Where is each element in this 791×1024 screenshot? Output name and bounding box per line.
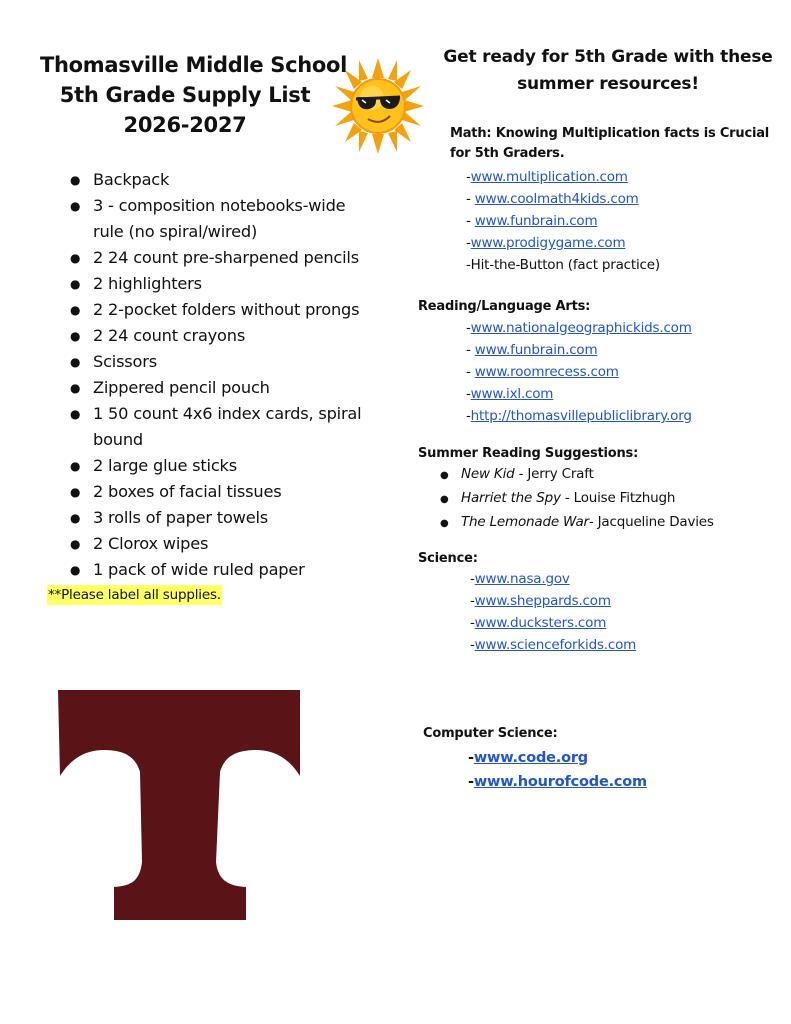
bullet-icon: ● (70, 277, 81, 291)
supply-item-text: 2 Clorox wipes (93, 534, 209, 553)
book-title: New Kid (461, 466, 515, 482)
computer-science-heading: Computer Science: (423, 726, 558, 741)
supply-item-text: 2 2-pocket folders without prongs (93, 300, 360, 319)
supply-item-text: 2 large glue sticks (93, 456, 237, 475)
bullet-icon: ● (440, 494, 449, 505)
resource-item (468, 770, 647, 794)
resource-link[interactable]: http://thomasvillepubliclibrary.org (470, 408, 692, 424)
math-heading-line2: for 5th Graders. (450, 146, 565, 161)
bullet-icon: ● (70, 563, 81, 577)
resource-item (466, 317, 692, 339)
resource-prefix: - (466, 320, 471, 336)
resource-prefix: - (470, 571, 475, 587)
supply-item-text: 2 24 count pre-sharpened pencils (93, 248, 359, 267)
resource-link[interactable]: www.sheppards.com (474, 593, 611, 609)
resource-link[interactable]: www.ixl.com (470, 386, 554, 402)
math-links (466, 166, 660, 276)
resource-prefix: - (466, 235, 471, 251)
resource-item (466, 232, 660, 254)
resource-item (466, 254, 660, 276)
supply-list (64, 167, 384, 583)
science-links (470, 568, 636, 656)
bullet-icon: ● (70, 407, 81, 421)
supply-item-text: Zippered pencil pouch (93, 378, 270, 397)
resource-link[interactable]: www.hourofcode.com (473, 774, 647, 790)
t-logo (58, 690, 302, 920)
science-heading: Science: (418, 551, 478, 566)
book-author: - Jacqueline Davies (588, 514, 714, 530)
bullet-icon: ● (70, 511, 81, 525)
supply-item-text: 2 24 count crayons (93, 326, 246, 345)
resource-prefix: - (470, 637, 475, 653)
supply-item (64, 453, 384, 479)
title-line-year: 2026-2027 (123, 113, 247, 137)
resource-prefix: - (466, 342, 475, 358)
resource-item (470, 590, 636, 612)
supply-item-text: 2 highlighters (93, 274, 202, 293)
resource-link[interactable]: www.scienceforkids.com (474, 637, 637, 653)
supply-item (64, 531, 384, 557)
resource-link[interactable]: www.code.org (473, 750, 588, 766)
supply-item (64, 479, 384, 505)
resource-link[interactable]: www.roomrecess.com (474, 364, 619, 380)
resources-heading (430, 44, 786, 98)
resources-heading-line2: summer resources! (517, 74, 699, 94)
supply-item (64, 375, 384, 401)
resource-link[interactable]: www.coolmath4kids.com (474, 191, 639, 207)
bullet-icon: ● (440, 518, 449, 529)
resource-prefix: - (470, 615, 475, 631)
math-heading (450, 124, 769, 164)
title-line-school: Thomasville Middle School (40, 53, 348, 77)
resource-link[interactable]: www.nasa.gov (474, 571, 570, 587)
supply-item (64, 167, 384, 193)
supply-item-text: Scissors (93, 352, 157, 371)
book-author: - Jerry Craft (514, 466, 594, 482)
reading-links (466, 317, 692, 427)
resources-heading-line1: Get ready for 5th Grade with these (443, 47, 773, 67)
resource-link[interactable]: www.funbrain.com (474, 342, 598, 358)
resource-prefix: - (466, 386, 471, 402)
supply-item-text: Backpack (93, 170, 170, 189)
bullet-icon: ● (70, 381, 81, 395)
computer-science-links (468, 746, 647, 794)
bullet-icon: ● (70, 303, 81, 317)
resource-prefix: - (468, 750, 474, 766)
label-note: **Please label all supplies. (48, 587, 221, 603)
title-line-list: 5th Grade Supply List (59, 83, 311, 107)
sun-with-sunglasses-icon (332, 56, 424, 156)
book-author: - Louise Fitzhugh (560, 490, 676, 506)
resource-prefix: - (466, 408, 471, 424)
math-heading-line1: Math: Knowing Multiplication facts is Crucial (450, 126, 770, 141)
resource-text: Hit-the-Button (fact practice) (470, 257, 660, 273)
resource-item (466, 361, 692, 383)
summer-reading-heading: Summer Reading Suggestions: (418, 446, 639, 461)
supply-item-text: bound (93, 430, 143, 449)
resource-item (466, 210, 660, 232)
supply-item (64, 505, 384, 531)
bullet-icon: ● (70, 251, 81, 265)
supply-item (64, 271, 384, 297)
book-item (440, 463, 714, 487)
resource-item (466, 405, 692, 427)
supply-item (64, 193, 384, 245)
resource-prefix: - (466, 191, 475, 207)
resource-prefix: - (466, 257, 471, 273)
resource-item (470, 612, 636, 634)
resource-prefix: - (466, 213, 475, 229)
supply-item (64, 349, 384, 375)
resource-prefix: - (470, 593, 475, 609)
resource-item (470, 634, 636, 656)
page-title (40, 50, 348, 140)
supply-item-text: 3 rolls of paper towels (93, 508, 268, 527)
supply-item-text: 1 pack of wide ruled paper (93, 560, 305, 579)
supply-item-text: 3 - composition notebooks-wide (93, 196, 346, 215)
supply-item (64, 401, 384, 453)
supply-item (64, 245, 384, 271)
book-title: The Lemonade War (461, 514, 589, 530)
book-title: Harriet the Spy (461, 490, 561, 506)
resource-item (466, 188, 660, 210)
bullet-icon: ● (70, 485, 81, 499)
bullet-icon: ● (440, 470, 449, 481)
bullet-icon: ● (70, 537, 81, 551)
book-item (440, 511, 714, 535)
bullet-icon: ● (70, 173, 81, 187)
book-list (440, 463, 714, 535)
resource-item (466, 339, 692, 361)
resource-link[interactable]: www.nationalgeographickids.com (470, 320, 692, 336)
supply-item (64, 323, 384, 349)
resource-link[interactable]: www.ducksters.com (474, 615, 607, 631)
resource-item (466, 383, 692, 405)
resource-item (466, 166, 660, 188)
bullet-icon: ● (70, 355, 81, 369)
book-item (440, 487, 714, 511)
supply-item (64, 297, 384, 323)
bullet-icon: ● (70, 329, 81, 343)
supply-item-text: rule (no spiral/wired) (93, 222, 258, 241)
resource-link[interactable]: www.multiplication.com (470, 169, 628, 185)
resource-prefix: - (468, 774, 474, 790)
resource-link[interactable]: www.funbrain.com (474, 213, 598, 229)
resource-item (470, 568, 636, 590)
resource-prefix: - (466, 169, 471, 185)
supply-item-text: 1 50 count 4x6 index cards, spiral (93, 404, 362, 423)
resource-prefix: - (466, 364, 475, 380)
supply-item (64, 557, 384, 583)
reading-heading: Reading/Language Arts: (418, 299, 591, 314)
bullet-icon: ● (70, 459, 81, 473)
supply-item-text: 2 boxes of facial tissues (93, 482, 282, 501)
resource-link[interactable]: www.prodigygame.com (470, 235, 626, 251)
resource-item (468, 746, 647, 770)
bullet-icon: ● (70, 199, 81, 213)
